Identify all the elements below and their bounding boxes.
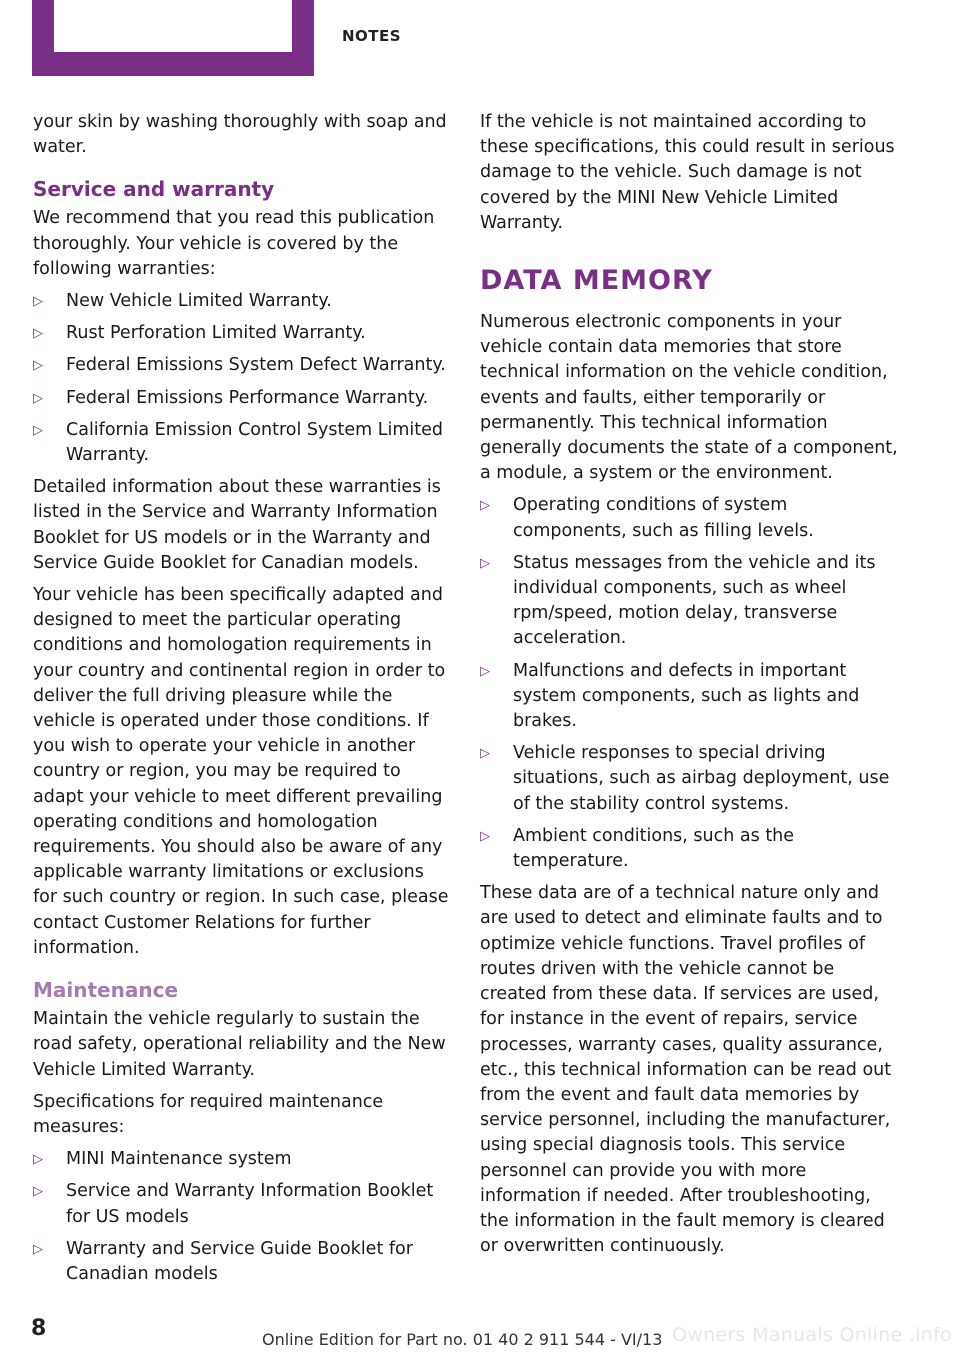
service-paragraph-1: We recommend that you read this publication thoroughly. Your vehicle is covered by the following warranties: <box>33 208 435 279</box>
page-number: 8 <box>31 1316 47 1341</box>
section-title: NOTES <box>342 27 402 45</box>
list-item: ▷ Ambient conditions, such as the temperature. <box>480 824 898 874</box>
maintenance-consequence-paragraph: If the vehicle is not maintained according to these specifications, this could result in serious damage to the vehicle. Such damage is not covered by the MINI New Vehicle Limited Warranty. <box>480 112 895 233</box>
warranty-list <box>33 289 449 468</box>
maintenance-paragraph-2: Specifications for required maintenance measures: <box>33 1091 384 1137</box>
data-memory-paragraph-1: Numerous electronic components in your vehicle contain data memories that store technical information on the vehicle condition, events and faults, either temporarily or permanently. This technical information generally documents the state of a component, a module, a system or the environment. <box>480 312 898 484</box>
list-item: ▷ New Vehicle Limited Warranty. <box>33 289 449 314</box>
service-paragraph-3: Your vehicle has been specifically adapted and designed to meet the particular operating conditions and homologation requirements in your country and continental region in order to deliver the full driving pleasure while the vehicle is operated under those conditions. If you wish to operate your vehicle in another country or region, you may be required to adapt your vehicle to meet different prevailing operating conditions and homologation requirements. You should also be aware of any applicable warranty limitations or exclusions for such country or region. In such case, please contact Customer Relations for further information. <box>33 585 449 958</box>
list-item: ▷ Rust Perforation Limited Warranty. <box>33 321 449 346</box>
header-tab <box>32 0 314 76</box>
intro-paragraph: your skin by washing thoroughly with soap and water. <box>33 112 447 158</box>
list-item: ▷ Status messages from the vehicle and its individual components, such as wheel rpm/speed, motion delay, transverse acceleration. <box>480 551 898 652</box>
data-memory-list <box>480 493 898 874</box>
left-column <box>33 110 449 1294</box>
list-item: ▷ Federal Emissions System Defect Warranty. <box>33 353 449 378</box>
list-item: ▷ Federal Emissions Performance Warranty. <box>33 386 449 411</box>
maintenance-paragraph-1: Maintain the vehicle regularly to sustain the road safety, operational reliability and the New Vehicle Limited Warranty. <box>33 1009 446 1080</box>
list-item: ▷ Warranty and Service Guide Booklet for Canadian models <box>33 1237 449 1287</box>
header-tab-inner <box>54 0 292 52</box>
maintenance-heading: Maintenance <box>33 978 179 1003</box>
service-paragraph-2: Detailed information about these warranties is listed in the Service and Warranty Information Booklet for US models or in the Warranty and Service Guide Booklet for Canadian models. <box>33 477 441 573</box>
list-item: ▷ Malfunctions and defects in important system components, such as lights and brakes. <box>480 659 898 735</box>
list-item: ▷ Vehicle responses to special driving situations, such as airbag deployment, use of the stability control systems. <box>480 741 898 817</box>
watermark: Owners Manuals Online .info <box>672 1324 953 1346</box>
service-warranty-heading: Service and warranty <box>33 177 275 202</box>
maintenance-list <box>33 1147 449 1287</box>
list-item: ▷ Operating conditions of system components, such as filling levels. <box>480 493 898 543</box>
list-item: ▷ MINI Maintenance system <box>33 1147 449 1172</box>
list-item: ▷ Service and Warranty Information Booklet for US models <box>33 1179 449 1229</box>
right-column <box>480 110 898 1266</box>
edition-footer: Online Edition for Part no. 01 40 2 911 544 - VI/13 <box>262 1330 663 1349</box>
data-memory-heading: DATA MEMORY <box>480 265 713 297</box>
data-memory-paragraph-2: These data are of a technical nature only and are used to detect and eliminate faults and to optimize vehicle functions. Travel profiles of routes driven with the vehicle cannot be created from these data. If services are used, for instance in the event of repairs, service processes, warranty cases, quality assurance, etc., this technical information can be read out from the event and fault data memories by service personnel, including the manufacturer, using special diagnosis tools. This service personnel can provide you with more information if needed. After troubleshooting, the information in the fault memory is cleared or overwritten continuously. <box>480 883 892 1257</box>
list-item: ▷ California Emission Control System Limited Warranty. <box>33 418 449 468</box>
